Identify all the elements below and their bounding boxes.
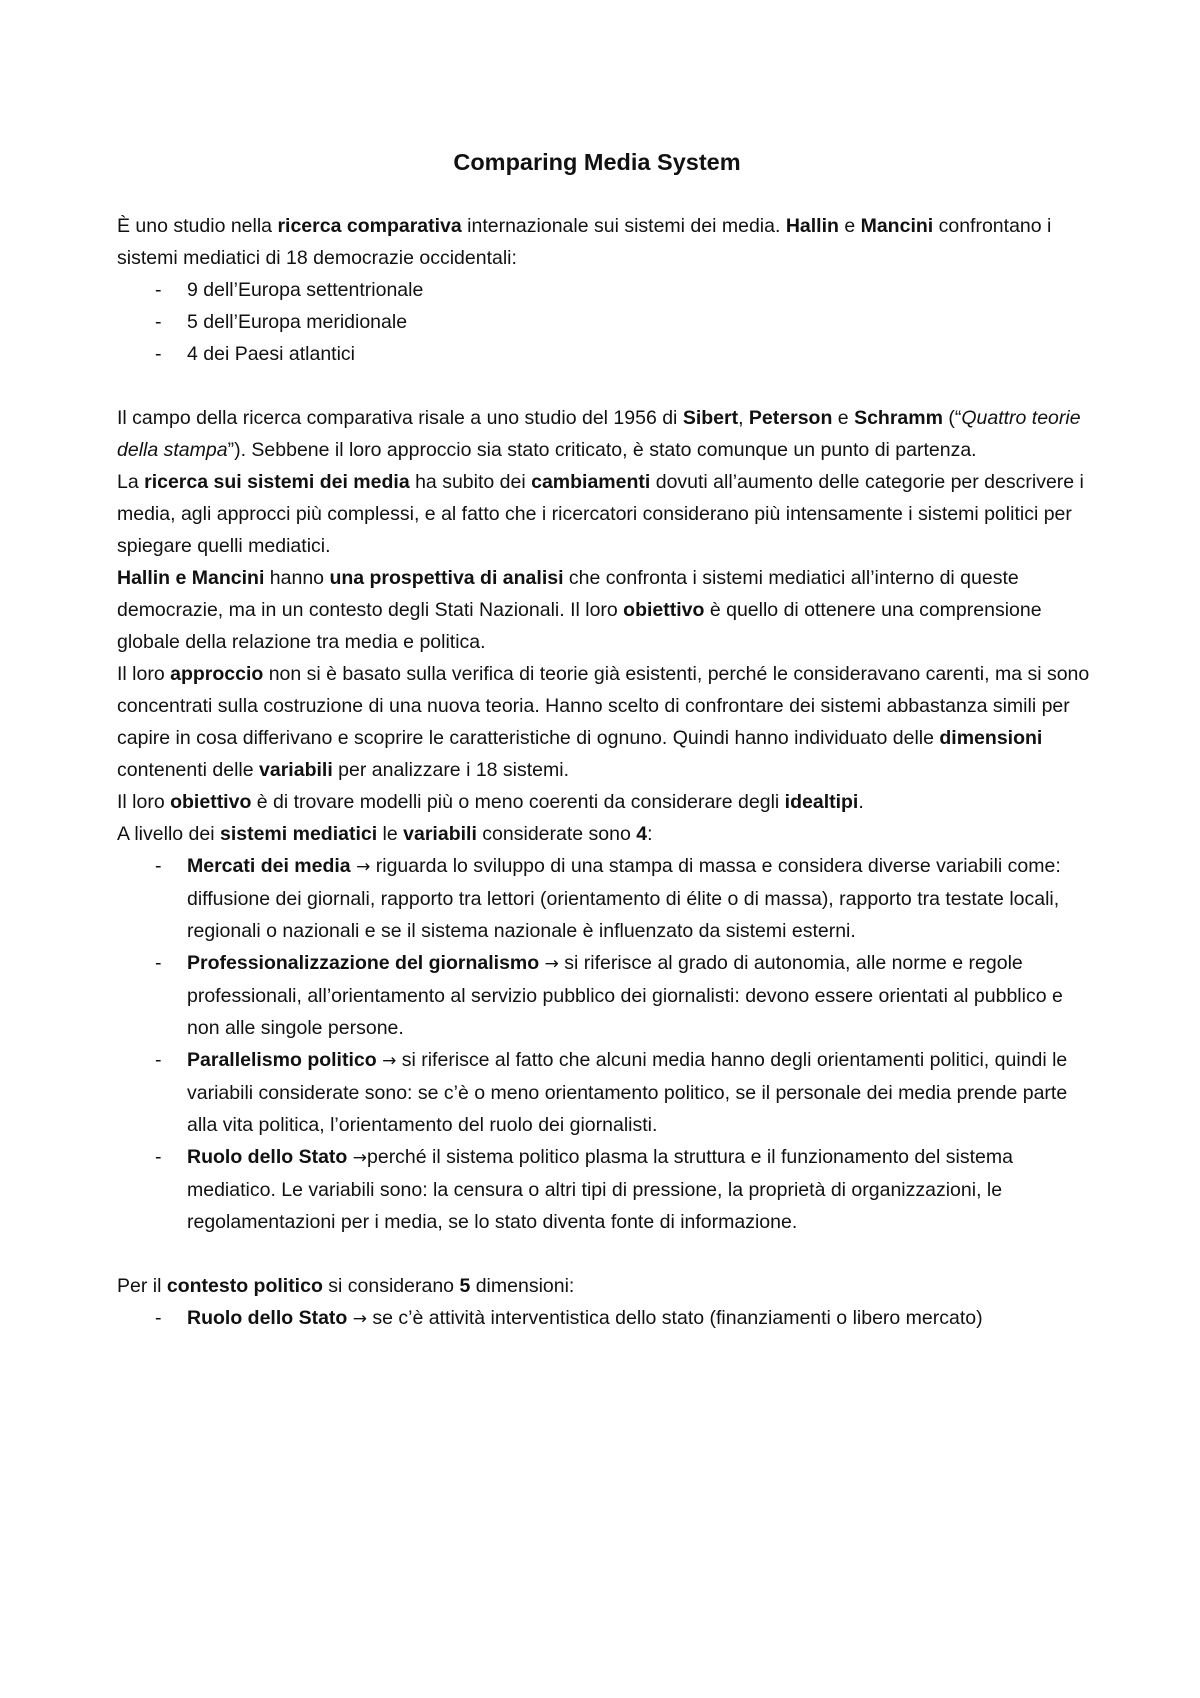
list-item: - Ruolo dello Stato →perché il sistema politico plasma la struttura e il funzionamento del sistema mediatico. Le variabili sono: la censura o altri tipi di pressione, la proprietà di organizzazioni, le regolamentazioni per i media, se lo stato diventa fonte di informazione.: [117, 1141, 1097, 1238]
approach-paragraph: Il loro approccio non si è basato sulla verifica di teorie già esistenti, perché le consideravano carenti, ma si sono concentrati sulla costruzione di una nuova teoria. Hanno scelto di confrontare dei sistemi abbastanza simili per capire in cosa differivano e scoprire le caratteristiche di ognuno. Quindi hanno individuato delle dimensioni contenenti delle variabili per analizzare i 18 sistemi.: [117, 663, 1090, 781]
list-item: - 9 dell’Europa settentrionale: [117, 274, 1097, 306]
history-paragraph: Il campo della ricerca comparativa risale a uno studio del 1956 di Sibert, Peterson e Schramm (“Quattro teorie della stampa”). Sebbene il loro approccio sia stato criticato, è stato comunque un punto di partenza.: [117, 407, 1081, 461]
list-item: - Professionalizzazione del giornalismo → si riferisce al grado di autonomia, alle norme e regole professionali, all’orientamento al servizio pubblico dei giornalisti: devono essere orientati al pubblico e non alle singole persone.: [117, 947, 1097, 1044]
arrow-right-icon: →: [356, 857, 371, 877]
political-context-paragraph: Per il contesto politico si considerano 5 dimensioni:: [117, 1275, 575, 1297]
list-item: - Mercati dei media → riguarda lo sviluppo di una stampa di massa e considera diverse variabili come: diffusione dei giornali, rapporto tra lettori (orientamento di élite o di massa), rapporto tra testate locali, regionali o nazionali e se il sistema nazionale è influenzato da sistemi esterni.: [117, 850, 1097, 947]
arrow-right-icon: →: [352, 1309, 367, 1329]
page-title: Comparing Media System: [453, 149, 741, 175]
arrow-right-icon: →: [352, 1148, 367, 1168]
list-item: - Parallelismo politico → si riferisce al fatto che alcuni media hanno degli orientamenti politici, quindi le variabili considerate sono: se c’è o meno orientamento politico, se il personale dei media prende parte alla vita politica, l’orientamento del ruolo dei giornalisti.: [117, 1044, 1097, 1141]
list-item: - Ruolo dello Stato → se c’è attività interventistica dello stato (finanziamenti o libero mercato): [117, 1302, 1097, 1335]
variables-intro-paragraph: A livello dei sistemi mediatici le variabili considerate sono 4:: [117, 823, 653, 845]
political-dimensions-list: [117, 1302, 1097, 1335]
regions-list: [117, 274, 1097, 370]
list-item: - 4 dei Paesi atlantici: [117, 338, 1097, 370]
arrow-right-icon: →: [544, 954, 559, 974]
spacer: [117, 1238, 1097, 1270]
spacer: [117, 370, 1097, 402]
changes-paragraph: La ricerca sui sistemi dei media ha subito dei cambiamenti dovuti all’aumento delle categorie per descrivere i media, agli approcci più complessi, e al fatto che i ricercatori considerano più intensamente i sistemi politici per spiegare quelli mediatici.: [117, 471, 1084, 557]
intro-paragraph: È uno studio nella ricerca comparativa internazionale sui sistemi dei media. Hallin e Mancini confrontano i sistemi mediatici di 18 democrazie occidentali:: [117, 215, 1052, 269]
media-variables-list: [117, 850, 1097, 1238]
arrow-right-icon: →: [382, 1051, 397, 1071]
document-body: [117, 210, 1097, 1335]
perspective-paragraph: Hallin e Mancini hanno una prospettiva di analisi che confronta i sistemi mediatici all’interno di queste democrazie, ma in un contesto degli Stati Nazionali. Il loro obiettivo è quello di ottenere una comprensione globale della relazione tra media e politica.: [117, 567, 1042, 653]
objective-paragraph: Il loro obiettivo è di trovare modelli più o meno coerenti da considerare degli idealtipi.: [117, 791, 864, 813]
list-item: - 5 dell’Europa meridionale: [117, 306, 1097, 338]
